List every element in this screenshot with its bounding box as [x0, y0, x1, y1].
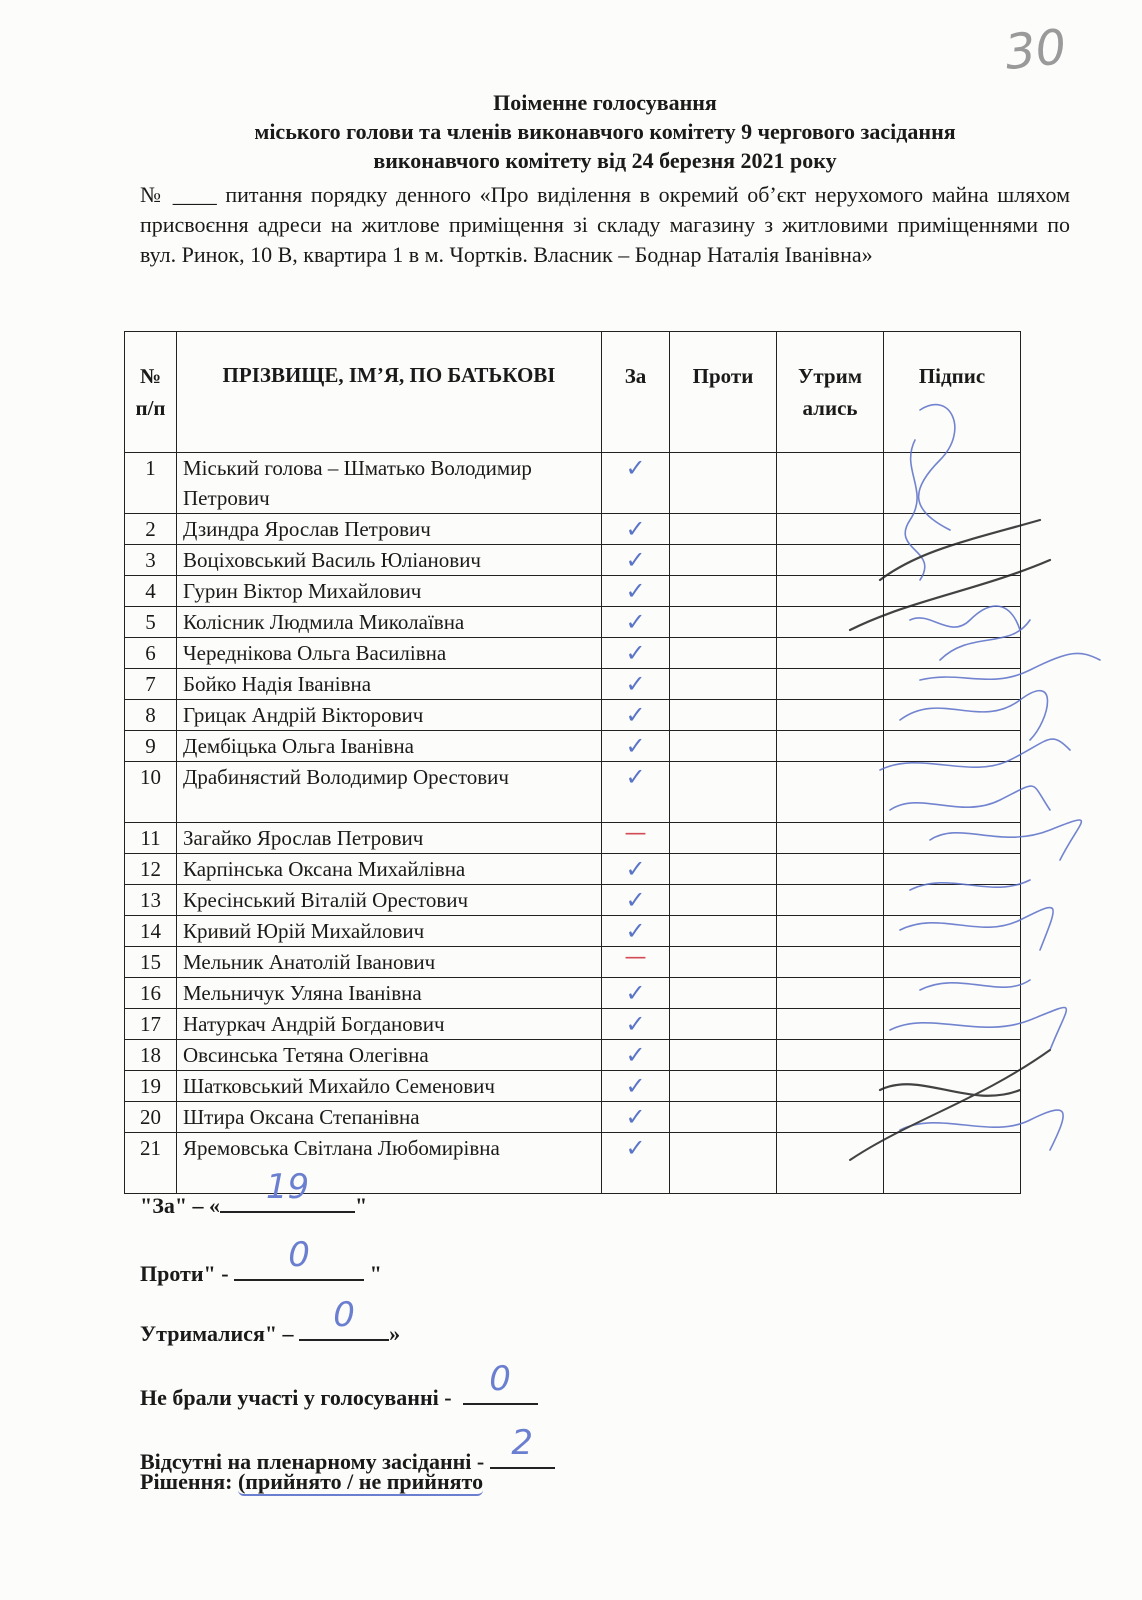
checkmark-icon: ✓	[625, 732, 646, 760]
vote-abstained-cell	[777, 607, 884, 638]
roll-call-table	[124, 331, 1021, 1194]
signature-cell	[884, 854, 1021, 885]
signature-cell	[884, 576, 1021, 607]
signature-cell	[884, 1009, 1021, 1040]
checkmark-icon: ✓	[625, 855, 646, 883]
member-name: Кривий Юрій Михайлович	[177, 916, 602, 947]
member-name: Дзиндра Ярослав Петрович	[177, 514, 602, 545]
checkmark-icon: ✓	[625, 1103, 646, 1131]
vote-against-cell	[670, 916, 777, 947]
row-number: 8	[125, 700, 177, 731]
vote-against-cell	[670, 638, 777, 669]
vote-for-cell	[602, 731, 670, 762]
table-row	[125, 545, 1021, 576]
decision-text: (прийнято / не прийнято	[237, 1469, 484, 1494]
summary-absent-value: 2	[511, 1423, 534, 1463]
member-name: Драбинястий Володимир Орестович	[177, 762, 602, 823]
vote-abstained-cell	[777, 1009, 884, 1040]
signature-cell	[884, 1071, 1021, 1102]
summary-against: Проти" - 0 "	[140, 1235, 382, 1286]
row-number: 2	[125, 514, 177, 545]
summary-not-voted: Не брали участі у голосуванні - 0	[140, 1377, 538, 1411]
signature-cell	[884, 1133, 1021, 1194]
vote-abstained-cell	[777, 947, 884, 978]
row-number: 9	[125, 731, 177, 762]
table-row	[125, 638, 1021, 669]
summary-abstained: Утрималися" – 0 »	[140, 1295, 401, 1346]
checkmark-icon: ✓	[625, 639, 646, 667]
header-against: Проти	[670, 332, 777, 453]
table-header-row	[125, 332, 1021, 453]
vote-against-cell	[670, 978, 777, 1009]
checkmark-icon: ✓	[625, 1010, 646, 1038]
checkmark-icon: ✓	[625, 763, 646, 791]
table-row	[125, 514, 1021, 545]
summary-for-value: 19	[265, 1167, 310, 1207]
member-name: Дембіцька Ольга Іванівна	[177, 731, 602, 762]
vote-for-cell	[602, 1009, 670, 1040]
table-row	[125, 453, 1021, 514]
vote-for-cell	[602, 916, 670, 947]
signature-cell	[884, 700, 1021, 731]
member-name: Штира Оксана Степанівна	[177, 1102, 602, 1133]
row-number: 17	[125, 1009, 177, 1040]
checkmark-icon: ✓	[625, 979, 646, 1007]
signature-cell	[884, 607, 1021, 638]
member-name: Овсинська Тетяна Олегівна	[177, 1040, 602, 1071]
vote-against-cell	[670, 514, 777, 545]
vote-for-cell	[602, 854, 670, 885]
row-number: 14	[125, 916, 177, 947]
vote-for-cell	[602, 885, 670, 916]
checkmark-icon: ✓	[625, 1134, 646, 1162]
vote-against-cell	[670, 1040, 777, 1071]
row-number: 3	[125, 545, 177, 576]
signature-cell	[884, 1040, 1021, 1071]
row-number: 13	[125, 885, 177, 916]
page-number: 30	[1002, 18, 1069, 82]
summary-for: "За" – « 19 "	[140, 1167, 368, 1218]
vote-for-cell	[602, 607, 670, 638]
vote-for-cell	[602, 669, 670, 700]
summary-not-voted-value: 0	[489, 1359, 511, 1399]
vote-for-cell	[602, 1040, 670, 1071]
summary-decision: Рішення: (прийнято / не прийнято	[140, 1469, 484, 1494]
row-number: 6	[125, 638, 177, 669]
header-name: ПРІЗВИЩЕ, ІМ’Я, ПО БАТЬКОВІ	[177, 332, 602, 453]
row-number: 19	[125, 1071, 177, 1102]
vote-for-cell	[602, 823, 670, 854]
vote-for-cell	[602, 762, 670, 823]
vote-for-cell	[602, 514, 670, 545]
row-number: 10	[125, 762, 177, 823]
member-name: Грицак Андрій Вікторович	[177, 700, 602, 731]
table-row	[125, 916, 1021, 947]
table-row	[125, 1071, 1021, 1102]
checkmark-icon: ✓	[625, 670, 646, 698]
vote-for-cell	[602, 576, 670, 607]
row-number: 18	[125, 1040, 177, 1071]
member-name: Мельничук Уляна Іванівна	[177, 978, 602, 1009]
vote-abstained-cell	[777, 638, 884, 669]
vote-against-cell	[670, 731, 777, 762]
vote-against-cell	[670, 947, 777, 978]
signature-cell	[884, 669, 1021, 700]
summary-against-value: 0	[288, 1235, 310, 1275]
title-line-3: виконавчого комітету від 24 березня 2021 року	[373, 148, 837, 173]
checkmark-icon: ✓	[625, 886, 646, 914]
table-row	[125, 762, 1021, 823]
table-body	[125, 453, 1021, 1194]
vote-against-cell	[670, 1133, 777, 1194]
header-signature: Підпис	[884, 332, 1021, 453]
row-number: 12	[125, 854, 177, 885]
vote-abstained-cell	[777, 700, 884, 731]
vote-abstained-cell	[777, 1071, 884, 1102]
table-row	[125, 1102, 1021, 1133]
row-number: 20	[125, 1102, 177, 1133]
signature-cell	[884, 514, 1021, 545]
checkmark-icon: ✓	[625, 608, 646, 636]
vote-against-cell	[670, 669, 777, 700]
member-name: Кресінський Віталій Орестович	[177, 885, 602, 916]
signature-cell	[884, 731, 1021, 762]
signature-cell	[884, 1102, 1021, 1133]
vote-abstained-cell	[777, 916, 884, 947]
table-row	[125, 731, 1021, 762]
vote-against-cell	[670, 823, 777, 854]
table-row	[125, 1009, 1021, 1040]
table-row	[125, 885, 1021, 916]
vote-against-cell	[670, 854, 777, 885]
signature-cell	[884, 762, 1021, 823]
member-name: Загайко Ярослав Петрович	[177, 823, 602, 854]
signature-cell	[884, 885, 1021, 916]
checkmark-icon: ✓	[625, 546, 646, 574]
member-name: Натуркач Андрій Богданович	[177, 1009, 602, 1040]
vote-against-cell	[670, 1009, 777, 1040]
vote-abstained-cell	[777, 576, 884, 607]
member-name: Череднікова Ольга Василівна	[177, 638, 602, 669]
header-num: № п/п	[125, 332, 177, 453]
vote-for-cell	[602, 1133, 670, 1194]
checkmark-icon: ✓	[625, 1072, 646, 1100]
vote-against-cell	[670, 545, 777, 576]
member-name: Мельник Анатолій Іванович	[177, 947, 602, 978]
summary-abstained-value: 0	[333, 1295, 355, 1335]
title-line-1: Поіменне голосування	[493, 90, 717, 115]
vote-abstained-cell	[777, 823, 884, 854]
signature-cell	[884, 978, 1021, 1009]
vote-against-cell	[670, 607, 777, 638]
vote-abstained-cell	[777, 731, 884, 762]
table-row	[125, 700, 1021, 731]
vote-for-cell	[602, 638, 670, 669]
signature-cell	[884, 453, 1021, 514]
signature-cell	[884, 947, 1021, 978]
member-name: Гурин Віктор Михайлович	[177, 576, 602, 607]
member-name: Колісник Людмила Миколаївна	[177, 607, 602, 638]
signature-cell	[884, 823, 1021, 854]
member-name: Карпінська Оксана Михайлівна	[177, 854, 602, 885]
row-number: 11	[125, 823, 177, 854]
signature-cell	[884, 916, 1021, 947]
vote-abstained-cell	[777, 669, 884, 700]
member-name: Шатковський Михайло Семенович	[177, 1071, 602, 1102]
checkmark-icon: ✓	[625, 515, 646, 543]
table-row	[125, 947, 1021, 978]
vote-abstained-cell	[777, 514, 884, 545]
vote-abstained-cell	[777, 885, 884, 916]
vote-abstained-cell	[777, 545, 884, 576]
vote-abstained-cell	[777, 978, 884, 1009]
checkmark-icon: ✓	[625, 577, 646, 605]
member-name: Міський голова – Шматько Володимир Петрович	[177, 453, 602, 514]
document-title	[140, 88, 1070, 175]
table-row	[125, 1040, 1021, 1071]
checkmark-icon: ✓	[625, 917, 646, 945]
vote-for-cell	[602, 545, 670, 576]
title-line-2: міського голови та членів виконавчого комітету 9 чергового засідання	[254, 119, 956, 144]
checkmark-icon: ✓	[625, 454, 646, 482]
table-row	[125, 669, 1021, 700]
summary-absent: Відсутні на пленарному засіданні - 2	[140, 1441, 555, 1475]
checkmark-icon: ✓	[625, 1041, 646, 1069]
table-row	[125, 607, 1021, 638]
row-number: 21	[125, 1133, 177, 1194]
checkmark-icon: ✓	[625, 701, 646, 729]
header-for: За	[602, 332, 670, 453]
vote-abstained-cell	[777, 1040, 884, 1071]
row-number: 5	[125, 607, 177, 638]
vote-abstained-cell	[777, 1102, 884, 1133]
signature-cell	[884, 638, 1021, 669]
vote-against-cell	[670, 576, 777, 607]
header-abstained: Утрим ались	[777, 332, 884, 453]
agenda-item-text: № ____ питання порядку денного «Про виділення в окремий об’єкт нерухомого майна шляхом присвоєння адреси на житлове приміщення зі складу магазину з житловими приміщеннями по вул. Ринок, 10 В, квартира 1 в м. Чортків. Власник – Боднар Наталія Іванівна»	[140, 182, 1070, 267]
vote-abstained-cell	[777, 453, 884, 514]
vote-for-cell	[602, 700, 670, 731]
row-number: 7	[125, 669, 177, 700]
member-name: Воціховський Василь Юліанович	[177, 545, 602, 576]
row-number: 4	[125, 576, 177, 607]
vote-abstained-cell	[777, 762, 884, 823]
vote-against-cell	[670, 885, 777, 916]
vote-abstained-cell	[777, 1133, 884, 1194]
vote-abstained-cell	[777, 854, 884, 885]
table-row	[125, 854, 1021, 885]
row-number: 15	[125, 947, 177, 978]
vote-for-cell	[602, 453, 670, 514]
vote-for-cell	[602, 1102, 670, 1133]
vote-for-cell	[602, 947, 670, 978]
dash-mark: —	[624, 821, 647, 846]
row-number: 1	[125, 453, 177, 514]
signature-cell	[884, 545, 1021, 576]
table-row	[125, 576, 1021, 607]
dash-mark: —	[624, 945, 647, 970]
vote-against-cell	[670, 1071, 777, 1102]
table-row	[125, 823, 1021, 854]
vote-for-cell	[602, 978, 670, 1009]
vote-against-cell	[670, 700, 777, 731]
table-row	[125, 978, 1021, 1009]
member-name: Бойко Надія Іванівна	[177, 669, 602, 700]
vote-against-cell	[670, 453, 777, 514]
vote-against-cell	[670, 1102, 777, 1133]
vote-for-cell	[602, 1071, 670, 1102]
row-number: 16	[125, 978, 177, 1009]
member-name: Яремовська Світлана Любомирівна	[177, 1133, 602, 1194]
vote-against-cell	[670, 762, 777, 823]
